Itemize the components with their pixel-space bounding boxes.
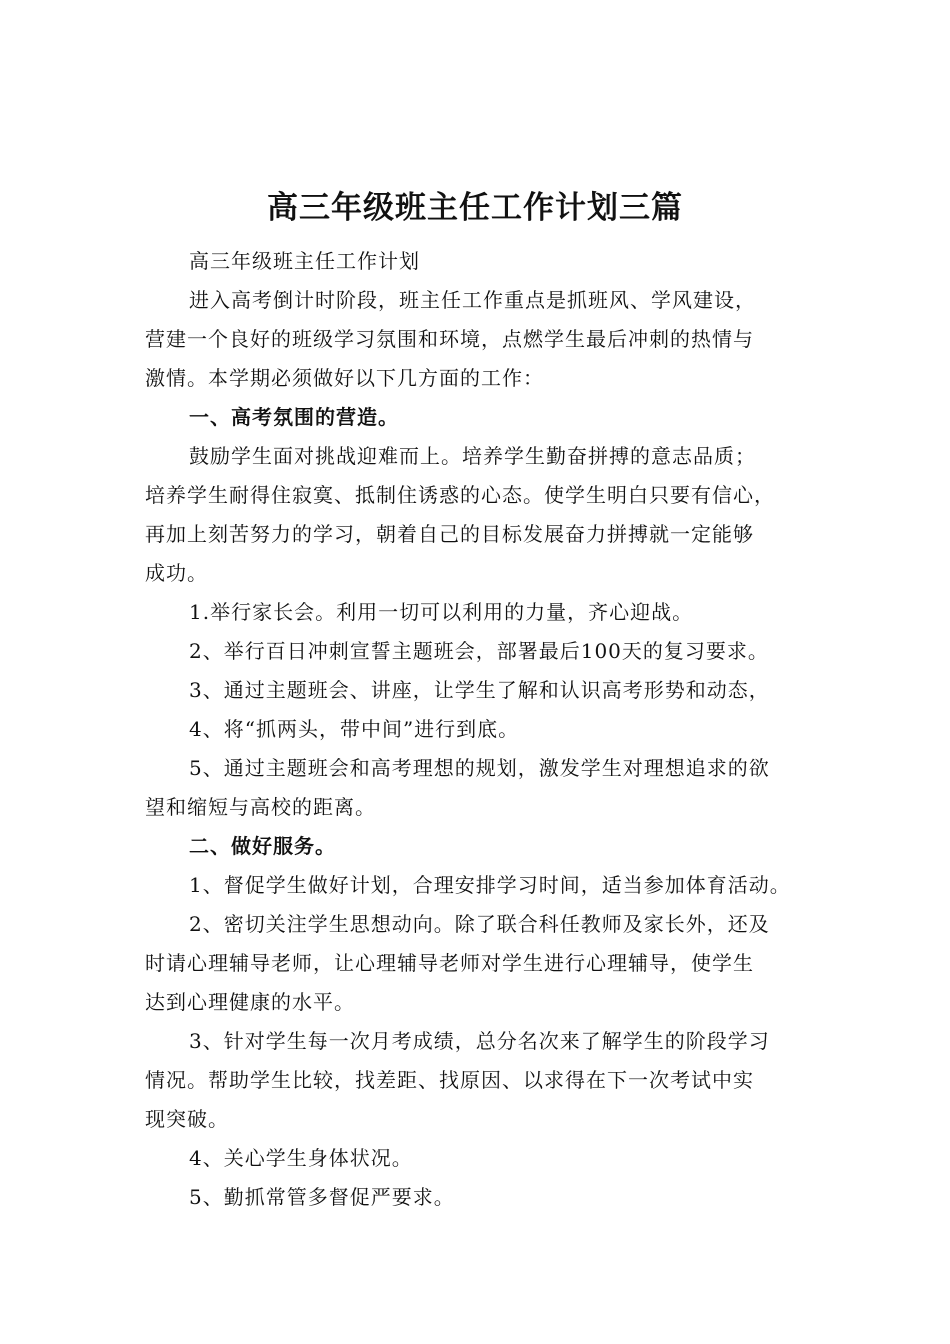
list-item: 3、通过主题班会、讲座，让学生了解和认识高考形势和动态， <box>189 678 770 702</box>
list-item: 5、通过主题班会和高考理想的规划，激发学生对理想追求的欲 望和缩短与高校的距离。 <box>145 756 770 819</box>
document-body <box>145 242 825 1217</box>
section-heading-2: 二、做好服务。 <box>189 834 336 858</box>
list-item: 4、将“抓两头，带中间”进行到底。 <box>189 717 520 741</box>
list-item: 1、督促学生做好计划，合理安排学习时间，适当参加体育活动。 <box>189 873 791 897</box>
list-item: 3、针对学生每一次月考成绩，总分名次来了解学生的阶段学习 情况。帮助学生比较，找差距、找原因、以求得在下一次考试中实 现突破。 <box>145 1029 770 1131</box>
document-title: 高三年级班主任工作计划三篇 <box>267 190 683 226</box>
list-item: 4、关心学生身体状况。 <box>189 1146 413 1170</box>
paragraph-intro: 进入高考倒计时阶段，班主任工作重点是抓班风、学风建设， 营建一个良好的班级学习氛围和环境，点燃学生最后冲刺的热情与 激情。本学期必须做好以下几方面的工作： <box>145 288 756 390</box>
paragraph-subtitle: 高三年级班主任工作计划 <box>189 249 420 273</box>
paragraph: 鼓励学生面对挑战迎难而上。培养学生勤奋拼搏的意志品质； 培养学生耐得住寂寞、抵制住诱惑的心态。使学生明白只要有信心， 再加上刻苦努力的学习，朝着自己的目标发展奋力拼搏就一定能够 成功。 <box>145 444 775 585</box>
section-heading-1: 一、高考氛围的营造。 <box>189 405 399 429</box>
list-item: 2、举行百日冲刺宣誓主题班会，部署最后100天的复习要求。 <box>189 639 769 663</box>
list-item: 2、密切关注学生思想动向。除了联合科任教师及家长外，还及 时请心理辅导老师，让心理辅导老师对学生进行心理辅导，使学生 达到心理健康的水平。 <box>145 912 770 1014</box>
list-item: 5、勤抓常管多督促严要求。 <box>189 1185 455 1209</box>
list-item: 1.举行家长会。利用一切可以利用的力量，齐心迎战。 <box>189 600 694 624</box>
